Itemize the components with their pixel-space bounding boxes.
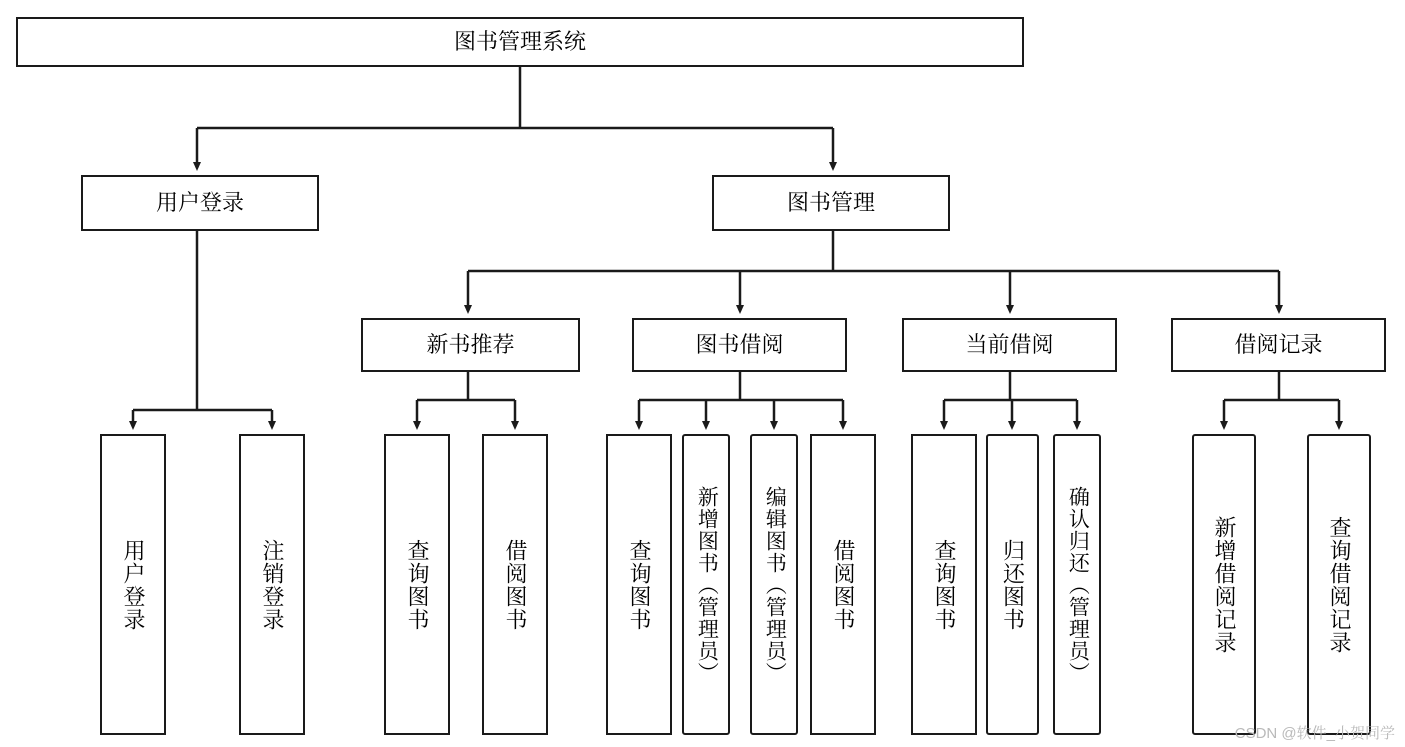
node-book-management[interactable] (712, 175, 950, 231)
node-leaf-query-book-2[interactable] (606, 434, 672, 735)
watermark: CSDN @软件_小贺同学 (1234, 725, 1395, 742)
node-label: 归还图书 (1000, 538, 1026, 631)
node-leaf-query-book-1[interactable] (384, 434, 450, 735)
node-label: 新增借阅记录 (1211, 515, 1237, 654)
node-label: 借阅图书 (830, 538, 856, 631)
node-label: 确认归还（管理员） (1066, 485, 1090, 684)
node-user-login[interactable] (81, 175, 319, 231)
node-label: 当前借阅 (965, 332, 1054, 358)
node-label: 用户登录 (155, 190, 244, 216)
node-label: 新书推荐 (426, 332, 515, 358)
node-leaf-return-book[interactable] (986, 434, 1039, 735)
node-leaf-logout[interactable] (239, 434, 305, 735)
node-label: 注销登录 (259, 538, 285, 631)
node-leaf-user-login[interactable] (100, 434, 166, 735)
node-label: 查询借阅记录 (1326, 515, 1352, 654)
node-label: 借阅记录 (1234, 332, 1323, 358)
node-current-borrow[interactable] (902, 318, 1117, 372)
node-book-borrow[interactable] (632, 318, 847, 372)
node-leaf-borrow-book-2[interactable] (810, 434, 876, 735)
node-label: 图书管理系统 (453, 29, 586, 55)
node-label: 新增图书（管理员） (695, 485, 719, 684)
node-label: 图书借阅 (695, 332, 784, 358)
node-label: 用户登录 (120, 538, 146, 631)
node-label: 图书管理 (786, 190, 875, 216)
node-new-book-recommend[interactable] (361, 318, 580, 372)
node-leaf-edit-book[interactable] (750, 434, 798, 735)
node-borrow-record[interactable] (1171, 318, 1386, 372)
node-label: 查询图书 (404, 538, 430, 631)
node-label: 查询图书 (626, 538, 652, 631)
node-label: 编辑图书（管理员） (763, 485, 787, 684)
node-leaf-borrow-book-1[interactable] (482, 434, 548, 735)
node-leaf-add-book[interactable] (682, 434, 730, 735)
node-leaf-add-borrow-record[interactable] (1192, 434, 1256, 735)
node-label: 借阅图书 (502, 538, 528, 631)
node-leaf-confirm-return[interactable] (1053, 434, 1101, 735)
node-label: 查询图书 (931, 538, 957, 631)
node-root[interactable] (16, 17, 1024, 67)
node-leaf-query-borrow-record[interactable] (1307, 434, 1371, 735)
node-leaf-query-book-3[interactable] (911, 434, 977, 735)
